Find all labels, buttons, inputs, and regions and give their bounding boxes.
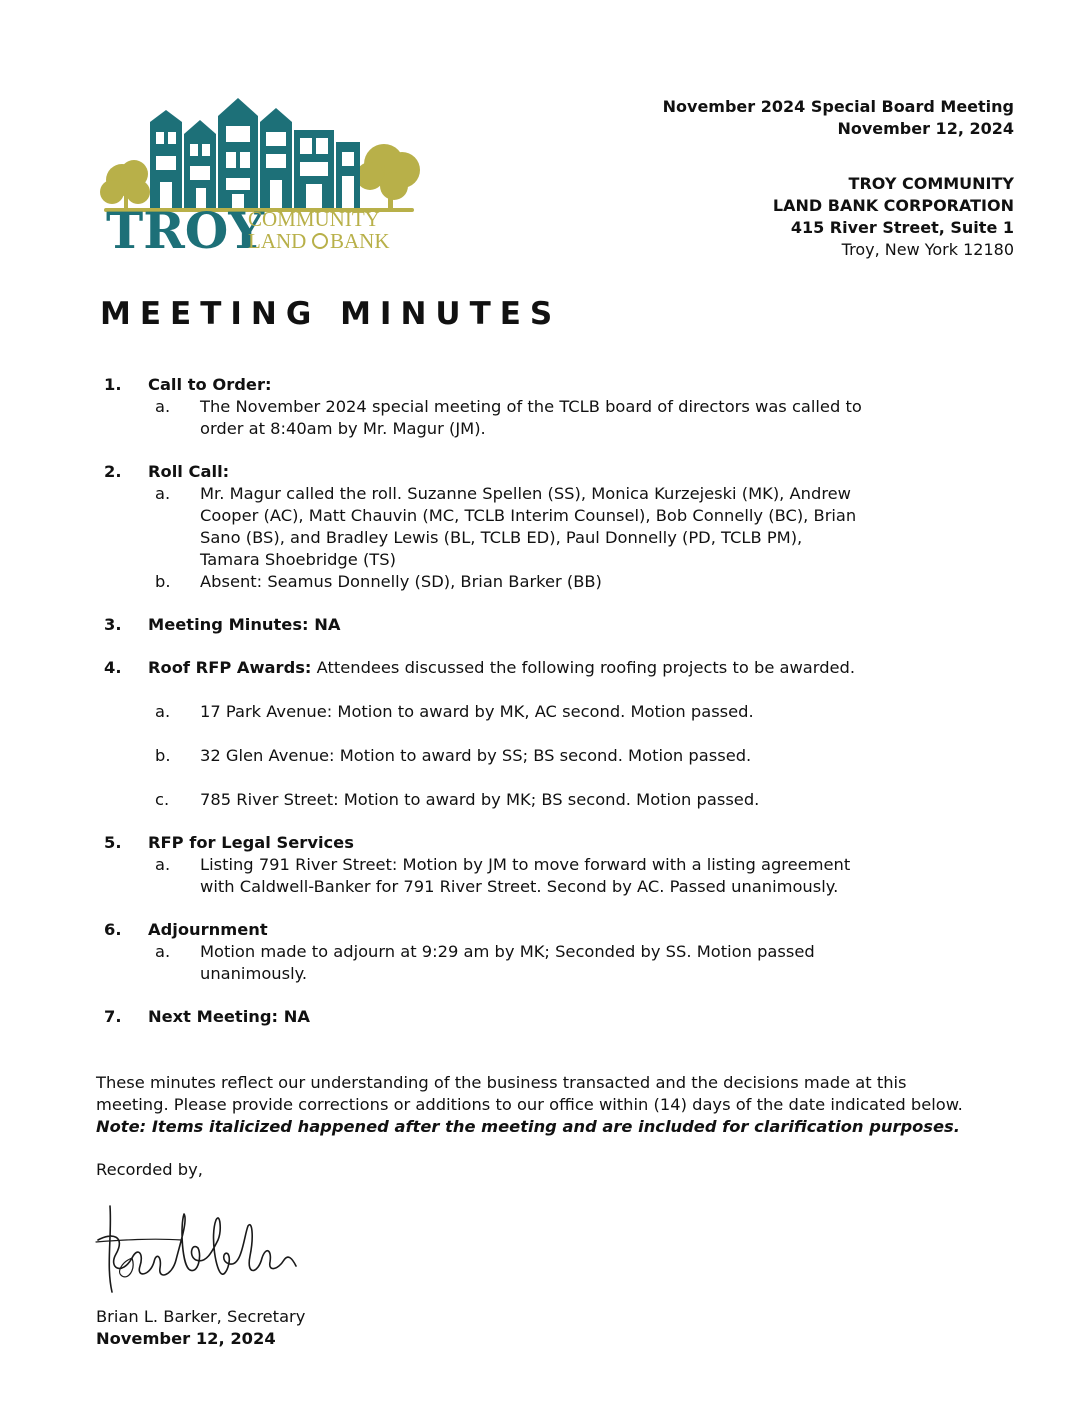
item-title: Call to Order: <box>148 375 272 394</box>
item-number: 6. <box>104 920 122 939</box>
sub-item <box>100 701 980 723</box>
org-city: Troy, New York 12180 <box>841 240 1014 259</box>
item-roll-call <box>100 461 980 593</box>
sub-item <box>100 745 980 767</box>
item-title: RFP for Legal Services <box>148 833 354 852</box>
closing-paragraph <box>96 1072 976 1138</box>
item-number: 4. <box>104 658 122 677</box>
sub-item-letter: a. <box>155 397 171 416</box>
sub-item-text: Absent: Seamus Donnelly (SD), Brian Barker (BB) <box>200 572 602 591</box>
item-title: Next Meeting: NA <box>148 1007 310 1026</box>
header-block <box>663 96 1014 261</box>
sub-item-text: Mr. Magur called the roll. Suzanne Spellen (SS), Monica Kurzejeski (MK), Andrew Cooper (AC), Matt Chauvin (MC, TCLB Interim Counsel), Bob Connelly (BC), Brian Sano (BS), and Bradley Lewis (BL, TCLB ED), Paul Donnelly (PD, TCLB PM), Tamara Shoebridge (TS) <box>200 484 857 569</box>
logo-land-text: LAND <box>248 229 307 253</box>
org-name-line1: TROY COMMUNITY <box>848 174 1014 193</box>
sub-item-letter: a. <box>155 942 171 961</box>
sub-item-letter: b. <box>155 572 171 591</box>
sub-item-text: 17 Park Avenue: Motion to award by MK, AC second. Motion passed. <box>200 702 754 721</box>
recorded-by: Recorded by, <box>96 1160 203 1179</box>
closing-text: These minutes reflect our understanding of the business transacted and the decisions made at this meeting. Please provide corrections or additions to our office within (14) days of the date indicated below. <box>96 1073 963 1114</box>
signer-date: November 12, 2024 <box>96 1329 276 1348</box>
meeting-date: November 12, 2024 <box>837 119 1014 138</box>
page-title: MEETING MINUTES <box>100 296 562 332</box>
item-number: 3. <box>104 615 122 634</box>
item-title: Meeting Minutes: NA <box>148 615 341 634</box>
sub-item-text: Listing 791 River Street: Motion by JM to move forward with a listing agreement with Caldwell-Banker for 791 River Street. Second by AC. Passed unanimously. <box>200 855 851 896</box>
sub-item-text: 785 River Street: Motion to award by MK; BS second. Motion passed. <box>200 790 760 809</box>
sub-item <box>100 396 980 440</box>
sub-item <box>100 571 980 593</box>
sub-item-text: The November 2024 special meeting of the TCLB board of directors was called to order at 8:40am by Mr. Magur (JM). <box>200 397 862 438</box>
item-number: 5. <box>104 833 122 852</box>
sub-item <box>100 789 980 811</box>
item-call-to-order <box>100 374 980 440</box>
item-roof-rfp-awards <box>100 657 980 811</box>
signer-block <box>96 1306 305 1350</box>
logo-community-text: COMMUNITY <box>248 207 380 231</box>
org-address: 415 River Street, Suite 1 <box>790 218 1014 237</box>
sub-item-text: Motion made to adjourn at 9:29 am by MK; Seconded by SS. Motion passed unanimously. <box>200 942 815 983</box>
signer-name: Brian L. Barker, Secretary <box>96 1307 306 1326</box>
sub-item <box>100 854 980 898</box>
item-adjournment <box>100 919 980 985</box>
item-title: Roll Call: <box>148 462 230 481</box>
logo-troy-text: TROY <box>106 201 265 256</box>
sub-item-letter: a. <box>155 702 171 721</box>
sub-item-letter: a. <box>155 855 171 874</box>
item-number: 2. <box>104 462 122 481</box>
sub-item-text: 32 Glen Avenue: Motion to award by SS; BS second. Motion passed. <box>200 746 752 765</box>
italic-note: Note: Items italicized happened after the meeting and are included for clarification purposes. <box>96 1117 960 1136</box>
item-meeting-minutes <box>100 614 980 636</box>
logo-bank-text: BANK <box>330 229 390 253</box>
sub-item <box>100 483 980 571</box>
item-title: Roof RFP Awards: <box>148 658 312 677</box>
item-number: 1. <box>104 375 122 394</box>
minutes-list <box>100 374 980 1049</box>
item-rfp-legal-services <box>100 832 980 898</box>
item-title: Adjournment <box>148 920 268 939</box>
sub-item-letter: a. <box>155 484 171 503</box>
sub-item-letter: c. <box>155 790 170 809</box>
handwritten-signature <box>92 1196 312 1302</box>
meeting-name: November 2024 Special Board Meeting <box>662 97 1014 116</box>
org-name-line2: LAND BANK CORPORATION <box>772 196 1014 215</box>
sub-item-letter: b. <box>155 746 171 765</box>
sub-item <box>100 941 980 985</box>
item-number: 7. <box>104 1007 122 1026</box>
item-description: Attendees discussed the following roofing projects to be awarded. <box>311 658 856 677</box>
troy-land-bank-logo <box>98 96 428 256</box>
item-next-meeting <box>100 1006 980 1028</box>
logo-houses-graphic <box>98 96 428 256</box>
